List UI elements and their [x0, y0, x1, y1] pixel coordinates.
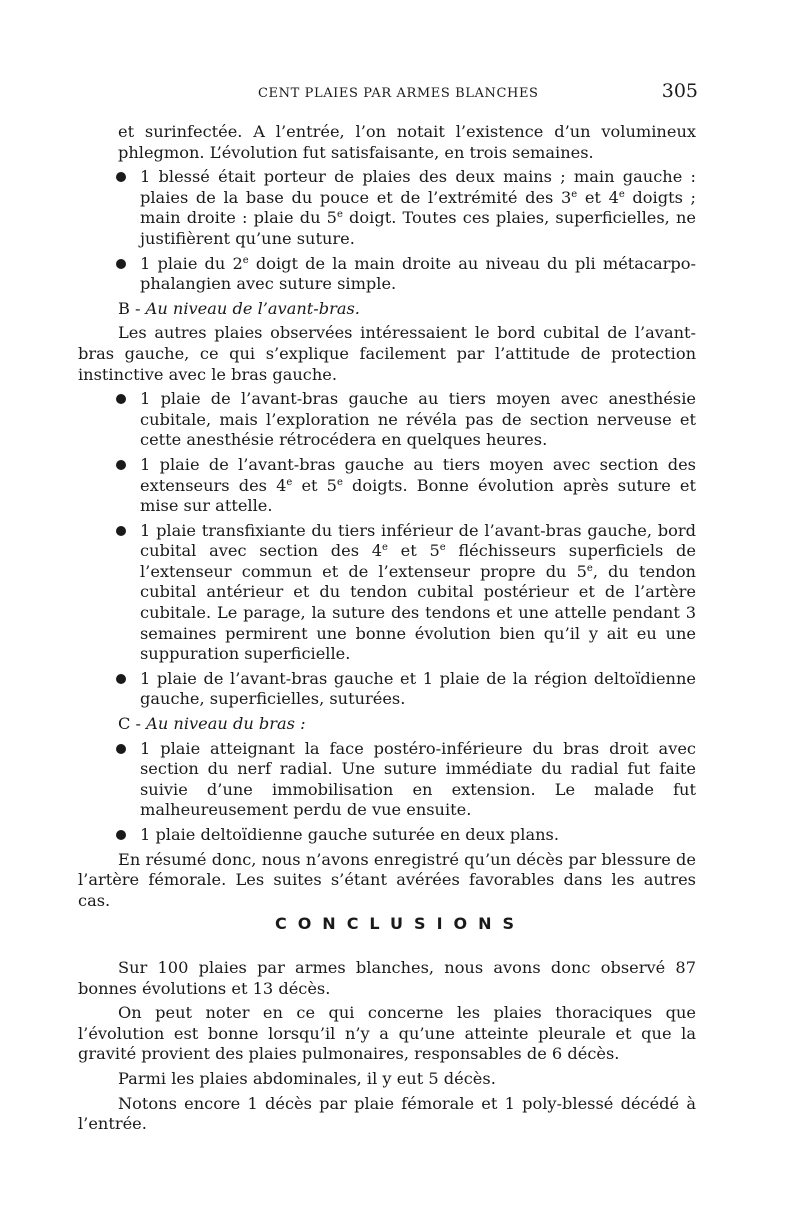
conclusions-heading: CONCLUSIONS: [274, 914, 526, 933]
bullet-dot-icon: [116, 460, 126, 470]
bullet-dot-icon: [116, 744, 126, 754]
section-b-heading: B - Au niveau de l’avant-bras.: [118, 298, 360, 318]
bullet-text: 1 plaie atteignant la face postéro-inférieure du bras droit avec section du nerf radial. Une suture immédiate du radial fut faite suivie d’une immobilisation en extension. Le malade fut malheureusement perdu de vue ensuite.: [140, 738, 696, 820]
bullet-dot-icon: [116, 394, 126, 404]
bullet-dot-icon: [116, 172, 126, 182]
conclusion-paragraph: Sur 100 plaies par armes blanches, nous avons donc observé 87 bonnes évolutions et 13 décès.: [78, 958, 696, 998]
paragraph-continuation: et surinfectée. A l’entrée, l’on notait l’existence d’un volumineux phlegmon. L’évolution fut satisfaisante, en trois semaines.: [118, 122, 696, 162]
bullet-item-forearm-3: [78, 521, 696, 665]
bullet-item-arm-1: [78, 739, 696, 821]
bullet-item-forearm-4: [78, 669, 696, 710]
running-title: CENT PLAIES PAR ARMES BLANCHES: [258, 86, 539, 101]
bullet-text: 1 plaie deltoïdienne gauche suturée en deux plans.: [140, 825, 560, 844]
bullet-dot-icon: [116, 526, 126, 536]
bullet-dot-icon: [116, 674, 126, 684]
conclusion-paragraph: Parmi les plaies abdominales, il y eut 5 décès.: [118, 1068, 496, 1088]
section-c-heading: C - Au niveau du bras :: [118, 714, 306, 734]
bullet-text: 1 plaie de l’avant-bras gauche au tiers moyen avec anesthésie cubitale, mais l’exploration ne révéla pas de section nerveuse et cette anesthésie rétrocédera en quelques heures.: [140, 389, 696, 450]
bullet-dot-icon: [116, 259, 126, 269]
bullet-text: 1 blessé était porteur de plaies des deux mains ; main gauche : plaies de la base du pouce et de l’extrémité des 3e et 4e doigts ; main droite : plaie du 5e doigt. Toutes ces plaies, superficielles, ne justifièrent qu’une suture.: [140, 167, 696, 248]
bullet-dot-icon: [116, 830, 126, 840]
bullet-item-hands: [78, 167, 696, 249]
bullet-item-arm-2: [78, 825, 696, 846]
bullet-text: 1 plaie du 2e doigt de la main droite au niveau du pli métacarpo-phalangien avec suture simple.: [140, 253, 696, 294]
bullet-item-finger: [78, 254, 696, 295]
conclusions-text: [78, 958, 696, 1139]
bullet-item-forearm-2: [78, 455, 696, 517]
bullet-text: 1 plaie de l’avant-bras gauche au tiers moyen avec section des extenseurs des 4e et 5e doigts. Bonne évolution après suture et mise sur attelle.: [140, 454, 696, 516]
page-number: 305: [661, 80, 698, 102]
paragraph-summary: En résumé donc, nous n’avons enregistré qu’un décès par blessure de l’artère fémorale. Les suites s’étant avérées favorables dans les autres cas.: [78, 849, 696, 910]
bullet-item-forearm-1: [78, 389, 696, 451]
bullet-text: 1 plaie transfixiante du tiers inférieur de l’avant-bras gauche, bord cubital avec section des 4e et 5e fléchisseurs superficiels de l’extenseur commun et de l’extenseur propre du 5e, du tendon cubital antérieur et du tendon cubital postérieur et de l’artère cubitale. Le parage, la suture des tendons et une attelle pendant 3 semaines permirent une bonne évolution bien qu’il y ait eu une suppuration superficielle.: [140, 520, 696, 664]
bullet-text: 1 plaie de l’avant-bras gauche et 1 plaie de la région deltoïdienne gauche, superficielles, suturées.: [140, 668, 696, 709]
paragraph-forearm-intro: Les autres plaies observées intéressaient le bord cubital de l’avant-bras gauche, ce qui s’explique facilement par l’attitude de protection instinctive avec le bras gauche.: [78, 323, 696, 384]
body-text: [78, 122, 696, 915]
conclusion-paragraph: Notons encore 1 décès par plaie fémorale et 1 poly-blessé décédé à l’entrée.: [78, 1093, 696, 1134]
conclusion-paragraph: On peut noter en ce qui concerne les plaies thoraciques que l’évolution est bonne lorsqu’il n’y a qu’une atteinte pleurale et que la gravité provient des plaies pulmonaires, responsables de 6 décès.: [78, 1003, 696, 1064]
